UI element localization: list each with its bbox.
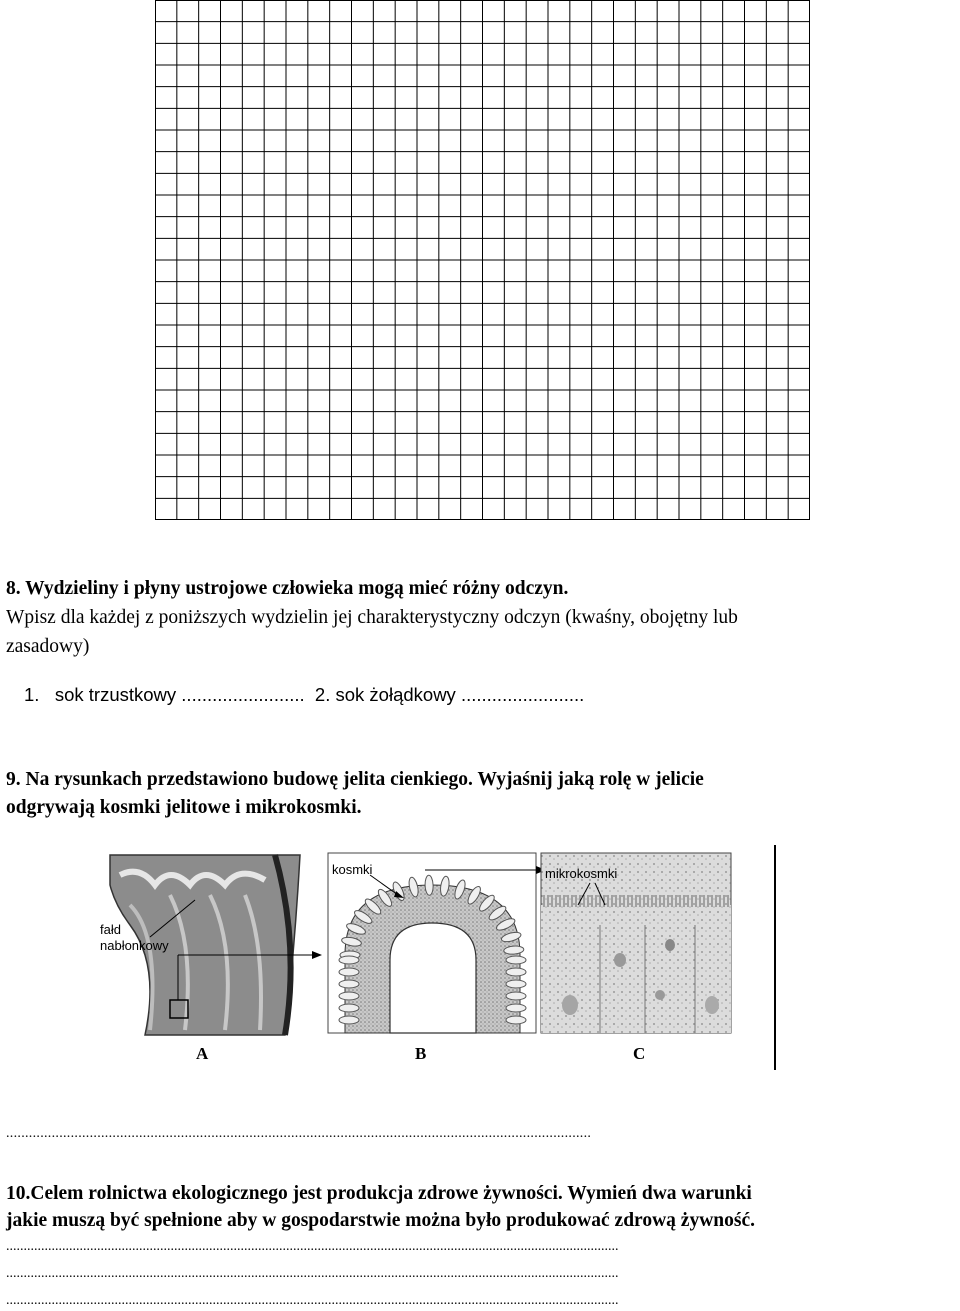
question-10-title: 10.Celem rolnictwa ekologicznego jest produkcja zdrowe żywności. Wymień dwa warunki [6,1183,752,1204]
villus-shape [506,956,526,964]
question-9-title-cont: odgrywają kosmki jelitowe i mikrokosmki. [6,797,362,818]
villus-shape [506,1004,526,1012]
label-fald: fałd [100,922,121,937]
question-10 [6,1180,755,1234]
question-9-title: 9. Na rysunkach przedstawiono budowę jelita cienkiego. Wyjaśnij jaką rolę w jelicie [6,769,704,790]
question-10-answer-line-3[interactable]: ............................................................................................................................................................................... [6,1293,619,1308]
question-8-instruction: Wpisz dla każdej z poniższych wydzielin jej charakterystyczny odczyn (kwaśny, obojętny lub [6,607,738,628]
villus-shape [339,992,359,1000]
panel-label-b: B [415,1044,427,1063]
villus-shape [506,992,526,1000]
villus-shape [339,980,359,988]
panel-label-a: A [196,1044,209,1063]
panel-label-c: C [633,1044,646,1063]
question-8-title: 8. Wydzieliny i płyny ustrojowe człowieka mogą mieć różny odczyn. [6,578,569,599]
villus-shape [339,968,359,976]
question-8-options[interactable]: 1. sok trzustkowy ........................ 2. sok żołądkowy ........................ [24,684,585,705]
label-kosmki: kosmki [332,862,373,877]
villus-shape [339,956,359,964]
villus-shape [339,1016,359,1024]
question-9-answer-line[interactable]: .......................................................................................................................................................... [6,1126,592,1141]
question-8 [6,574,738,661]
question-10-title-cont: jakie muszą być spełnione aby w gospodarstwie można było produkować zdrową żywność. [6,1210,755,1231]
small-intestine-figure [100,845,790,1075]
question-9 [6,766,704,822]
question-8-instruction-cont: zasadowy) [6,636,90,657]
answer-grid [155,0,810,520]
villus-shape [339,1004,359,1012]
label-mikrokosmki: mikrokosmki [545,866,618,881]
villus-shape [506,980,526,988]
panel-b-drawing [328,853,546,1033]
villus-shape [425,875,434,895]
villus-shape [506,968,526,976]
label-nablonkowy: nabłonkowy [100,938,169,953]
question-10-answer-line-1[interactable]: ............................................................................................................................................................................... [6,1239,619,1254]
villus-shape [506,1016,526,1024]
question-10-answer-line-2[interactable]: ............................................................................................................................................................................... [6,1266,619,1281]
